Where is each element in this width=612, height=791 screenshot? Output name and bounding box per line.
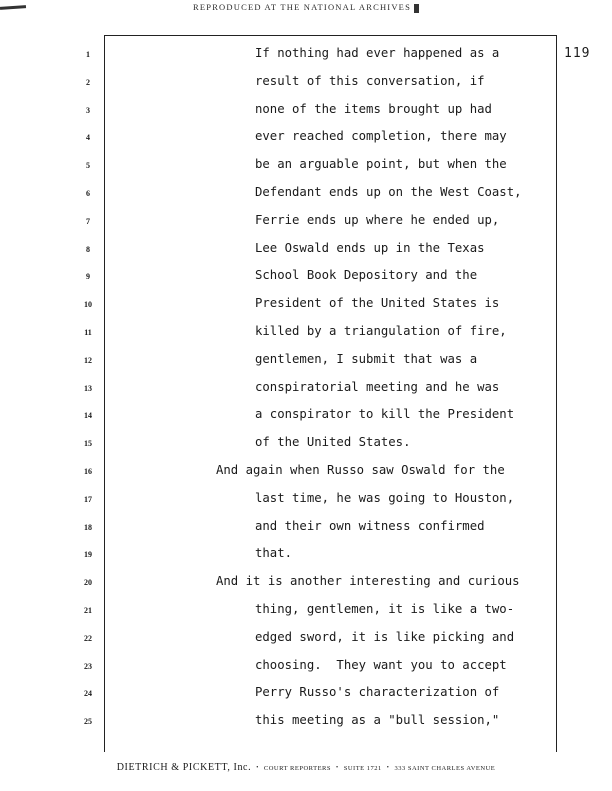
transcript-line: gentlemen, I submit that was a [255, 351, 478, 366]
transcript-line: ever reached completion, there may [255, 129, 507, 144]
transcript-line: last time, he was going to Houston, [255, 490, 515, 505]
footer-suite: SUITE 1721 [343, 765, 382, 772]
line-number: 12 [84, 355, 92, 365]
line-number: 19 [84, 550, 92, 560]
transcript-line: Lee Oswald ends up in the Texas [255, 240, 485, 255]
transcript-line: And it is another interesting and curious [216, 574, 520, 589]
transcript-line: President of the United States is [255, 296, 500, 311]
transcript-line: Perry Russo's characterization of [255, 685, 500, 700]
line-number: 3 [86, 105, 90, 115]
line-number: 15 [84, 439, 92, 449]
line-number: 20 [84, 578, 92, 588]
archive-header [0, 2, 612, 13]
transcript-line: choosing. They want you to accept [255, 657, 507, 672]
line-number: 25 [84, 717, 92, 727]
transcript-line: killed by a triangulation of fire, [255, 323, 507, 338]
transcript-line: thing, gentlemen, it is like a two- [255, 601, 515, 616]
line-number: 18 [84, 522, 92, 532]
transcript-line: Ferrie ends up where he ended up, [255, 212, 500, 227]
line-number: 4 [86, 133, 90, 143]
line-number: 10 [84, 300, 92, 310]
line-number: 14 [84, 411, 92, 421]
page-number: 119 [564, 46, 591, 61]
line-number: 5 [86, 161, 90, 171]
line-number: 22 [84, 633, 92, 643]
transcript-line: that. [255, 546, 293, 561]
line-number: 13 [84, 383, 92, 393]
footer [0, 762, 612, 773]
line-number: 1 [86, 50, 90, 59]
line-number: 24 [84, 689, 92, 699]
line-number: 21 [84, 605, 92, 615]
transcript-line: Defendant ends up on the West Coast, [255, 184, 522, 199]
transcript-body [0, 44, 612, 739]
transcript-line: And again when Russo saw Oswald for the [216, 462, 505, 477]
transcript-line: none of the items brought up had [255, 101, 492, 116]
line-number: 8 [86, 244, 90, 254]
transcript-line: conspiratorial meeting and he was [255, 379, 500, 394]
line-number: 11 [84, 327, 92, 337]
line-number: 16 [84, 466, 92, 476]
line-number: 17 [84, 494, 92, 504]
footer-separator-icon: • [256, 764, 259, 771]
footer-role: COURT REPORTERS [263, 765, 332, 772]
transcript-line: be an arguable point, but when the [255, 157, 507, 172]
line-number: 6 [86, 188, 90, 198]
archive-stamp-text: REPRODUCED AT THE NATIONAL ARCHIVES [193, 2, 411, 12]
line-number: 9 [86, 272, 90, 282]
transcript-line: If nothing had ever happened as a [255, 46, 500, 60]
footer-address: 333 SAINT CHARLES AVENUE [394, 765, 496, 772]
transcript-line: of the United States. [255, 435, 411, 450]
transcript-line: edged sword, it is like picking and [255, 629, 515, 644]
stamp-mark-icon [414, 4, 419, 13]
footer-separator-icon: • [386, 764, 390, 771]
footer-firm: DIETRICH & PICKETT, Inc. [116, 762, 252, 773]
line-number: 2 [86, 77, 90, 87]
transcript-line: this meeting as a "bull session," [255, 713, 500, 728]
transcript-line: a conspirator to kill the President [255, 407, 515, 422]
transcript-line: result of this conversation, if [255, 73, 485, 88]
transcript-line: and their own witness confirmed [255, 518, 485, 533]
footer-separator-icon: • [336, 764, 339, 771]
line-number: 23 [84, 661, 92, 671]
transcript-line: School Book Depository and the [255, 268, 478, 283]
line-number: 7 [86, 216, 90, 226]
